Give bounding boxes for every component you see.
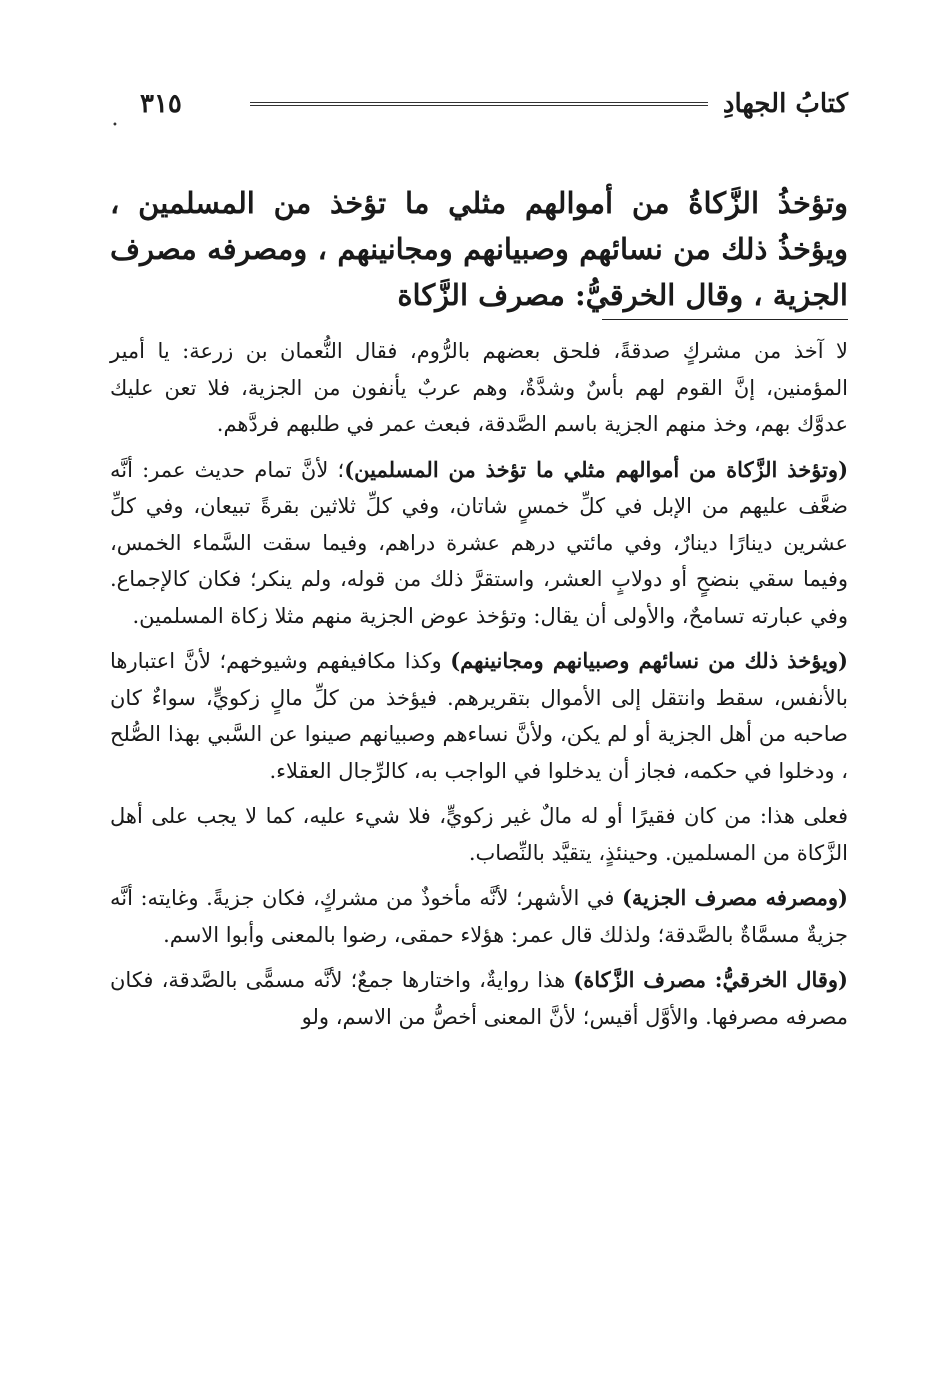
page-header bbox=[140, 84, 848, 124]
print-mark: • bbox=[112, 120, 118, 131]
quoted-matn: (ومصرفه مصرف الجزية) bbox=[621, 885, 848, 910]
quoted-matn: (وقال الخرقيُّ: مصرف الزَّكاة) bbox=[573, 967, 848, 992]
separator-rule bbox=[602, 319, 848, 320]
paragraph-text: وكذا مكافيفهم وشيوخهم؛ لأنَّ اعتبارها بالأنفس، سقط وانتقل إلى الأموال بتقريرهم. فيؤخذ من كلِّ مالٍ زكويٍّ، سواءٌ كان صاحبه من أهل الجزية أو لم يكن، ولأنَّ نساءهم وصبيانهم صينوا عن السَّبي بهذا الصُّلح ، ودخلوا في حكمه، فجاز أن يدخلوا في الواجب به، كالرِّجال العقلاء. bbox=[110, 649, 848, 783]
paragraph-text: هذا روايةٌ، واختارها جمعٌ؛ لأنَّه مسمًّى بالصَّدقة، فكان مصرفه مصرفها. والأوَّل أقيس؛ لأنَّ المعنى أخصُّ من الاسم، ولو bbox=[110, 968, 848, 1029]
header-rule bbox=[250, 102, 708, 106]
commentary-paragraph bbox=[110, 643, 848, 789]
quoted-matn: (ويؤخذ ذلك من نسائهم وصبيانهم ومجانينهم) bbox=[450, 648, 848, 673]
page-number: ٣١٥ bbox=[140, 89, 182, 119]
paragraph-text: في الأشهر؛ لأنَّه مأخوذٌ من مشركٍ، فكان جزيةً. وغايته: أنَّه جزيةٌ مسمَّاةٌ بالصَّدقة؛ ولذلك قال عمر: هؤلاء حمقى، رضوا بالمعنى وأبوا الاسم. bbox=[110, 886, 848, 947]
commentary-paragraph bbox=[110, 333, 848, 443]
commentary-paragraph bbox=[110, 798, 848, 871]
commentary bbox=[110, 333, 848, 1044]
quoted-matn: (وتؤخذ الزَّكاة من أموالهم مثلي ما تؤخذ من المسلمين) bbox=[344, 456, 849, 482]
commentary-paragraph bbox=[110, 452, 848, 635]
main-text: وتؤخذُ الزَّكاةُ من أموالهم مثلي ما تؤخذ من المسلمين ، ويؤخذُ ذلك من نسائهم وصبيانهم ومجانينهم ، ومصرفه مصرف الجزية ، وقال الخرقيُّ: مصرف الزَّكاة bbox=[110, 186, 848, 312]
paragraph-text: ؛ لأنَّ تمام حديث عمر: أنَّه ضعَّف عليهم من الإبل في كلِّ خمسٍ شاتان، وفي كلِّ ثلاثين بقرةً تبيعان، وفي كلِّ عشرين دينارًا دينارٌ، وفي مائتي درهم عشرة دراهم، وفيما سقت السَّماء الخمس، وفيما سقي بنضحٍ أو دولابٍ العشر، واستقرَّ ذلك من قوله، ولم ينكر؛ فكان كالإجماع. وفي عبارته تسامحٌ، والأولى أن يقال: وتؤخذ عوض الجزية منهم مثلا زكاة المسلمين. bbox=[110, 457, 848, 628]
chapter-title: كتابُ الجهادِ bbox=[722, 89, 848, 119]
paragraph-text: لا آخذ من مشركٍ صدقةً، فلحق بعضهم بالرُّوم، فقال النُّعمان بن زرعة: يا أمير المؤمنين، إنَّ القوم لهم بأسٌ وشدَّةٌ، وهم عربٌ يأنفون من الجزية، فلا تعن عليك عدوَّك بهم، وخذ منهم الجزية باسم الصَّدقة، فبعث عمر في طلبهم فردَّهم. bbox=[110, 339, 848, 436]
commentary-paragraph bbox=[110, 880, 848, 953]
paragraph-text: فعلى هذا: من كان فقيرًا أو له مالٌ غير زكويٍّ، فلا شيء عليه، كما لا يجب على أهل الزَّكاة من المسلمين. وحينئذٍ، يتقيَّد بالنِّصاب. bbox=[110, 804, 848, 865]
commentary-paragraph bbox=[110, 962, 848, 1035]
